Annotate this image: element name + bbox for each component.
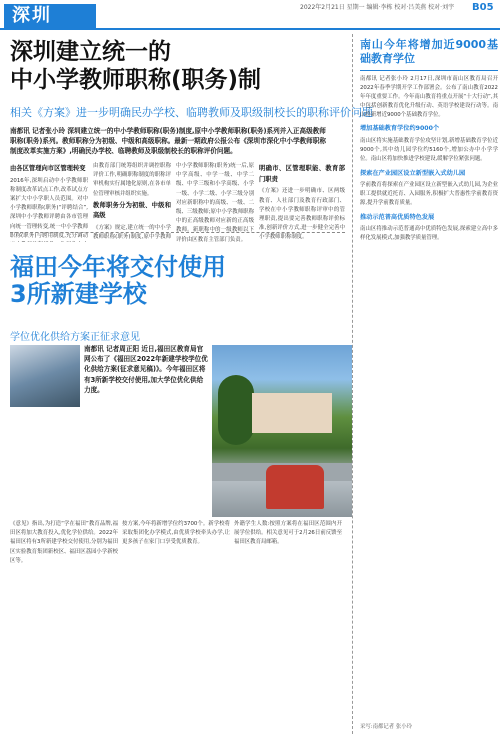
top-lead: 南都讯 记者张小玲 深圳建立统一的中小学教师职称(职务)制度,原中小学教师职称(职务)系列并入正高级教师职称(职务)系列。教师职称分为初级、中级和高级职称。最新一期政府公报公布《深圳市深化中小学教师职称制度改革实施方案》,明确民办学校、临聘教师及职级制校长的职称评价问题。 [10, 127, 326, 156]
reporter-photo [10, 345, 80, 407]
top-col1-text: 2016年,深圳启动中小学教师职称制度改革试点工作,改革试点方案扩大中小学职人员范围。对中小学教师职称(职务)“评聘结合”,深圳中小学教师评聘由各市管理向统一管理转变,统一中小学教师职称(职务)与聘用制度,充分调动 [10, 177, 88, 239]
right-lead: 南都讯 记者张小玲 2月17日,深圳市南山区教育局召开2022年春季学期开学工作部署会。公布了南山教育2022年年度重要工作。今年南山教育将重点开展“十大行动”,其中包括创新教育优化升级行动、英语学校建设行动等。南山将新增近9000个基础教育学位。 [360, 75, 498, 119]
right-title: 南山今年将增加近9000基础教育学位 [360, 38, 498, 65]
section-tag: 深圳 [4, 4, 96, 28]
top-subtitle: 相关《方案》进一步明确民办学校、临聘教师及职级制校长的职称评价问题 [10, 106, 373, 119]
right-footer: 采写:南都记者 张小玲 [360, 724, 413, 730]
top-col4 [259, 162, 345, 242]
right-sep [360, 70, 498, 71]
bottom-col3: 外籍学生人数:按照方案将在福田区范围内开展学位供给。相关意见可于2月26日前反馈至福田区教育局邮箱。 [234, 521, 342, 546]
top-title-line1: 深圳建立统一的 [10, 39, 171, 65]
top-col3 [176, 162, 254, 242]
right-p3: 南山区将推动示范普通高中优质特色发展,探索建立高中多样化发展模式,加强教学质量管理。 [360, 226, 498, 242]
bottom-col1: 《意见》指出,为打造“学在福田”教育品牌,福田区将加大教育投入,优化学位供给。2022年福田区将有3所新建学校交付使用,分别为福田区实验教育集团新校区、福田区荔园小学新校区等。 [10, 521, 118, 564]
header-meta: 2022年2月21日 星期一 编辑·李栋 校对·吕美燕 校对·刘宇 [300, 4, 455, 11]
bottom-col2: 按方案,今年将新增学位约3700个。新学校将采取集团化办学模式,由优质学校牵头办学,让更多孩子在家门口享受优质教育。 [122, 521, 230, 546]
right-p1: 南山区将实施基础教育学位攻坚计划,新增基础教育学位近9000个,其中幼儿园学位约5160个,增加公办中小学学位。南山区将加快推进学校建设,缓解学位紧张问题。 [360, 137, 498, 163]
top-col4-text: 《方案》还进一步明确市、区两级教育、人社部门及教育行政部门、学校在中小学教师职称评审中的管理职责,提出要完善教师职称评价标准,创新评价方式,进一步健全完善中小学教师职称制度。 [259, 188, 345, 241]
photo-students [266, 465, 324, 509]
campus-photo [212, 345, 352, 517]
top-col3-text: 中小学教师职称(职务)统一后,原中学高级、中学一级、中学二级、中学三级和小学高级、小学一级、小学二级、小学三级分别对应新职称中的高级、一级、二级、三级教师;原中小学教师职称中的正高级教师对应新的正高级教师。新职称中的一级教师以下评价由区教育主管部门负责。 [176, 163, 254, 242]
top-col1 [10, 162, 88, 242]
right-head1: 增加基础教育学位约9000个 [360, 125, 440, 133]
photo-tree [218, 375, 254, 445]
top-col2 [93, 162, 171, 242]
top-col2-head: 教师职务分为初级、中级和高级 [93, 201, 171, 220]
top-col1-head: 由各区管理向市区管理转变 [10, 165, 86, 172]
bottom-title-line1: 福田今年将交付使用 [10, 253, 226, 281]
page-number: B05 [472, 2, 494, 13]
photo-building [252, 393, 332, 433]
right-head2: 探索在产业园区设立新型嵌入式幼儿园 [360, 169, 466, 177]
bottom-subtitle: 学位优化供给方案正征求意见 [10, 332, 140, 343]
top-title-line2: 中小学教师职称(职务)制 [10, 67, 262, 93]
divider [10, 232, 345, 233]
top-col2-text: 由教育部门统筹组织并调控职称评价工作,明确职称制度的职称评审机构实行属地化原则,在各市单位管理审核并组织实施。 [93, 163, 171, 197]
right-p2: 学前教育将探索在产业园区设立新型嵌入式幼儿园,为企业职工提供就近托育、入园服务,积极扩大普惠性学前教育资源,提升学前教育质量。 [360, 182, 498, 207]
bottom-lead: 南都讯 记者周正阳 近日,福田区教育局官网公布了《福田区2022年新建学校学位优化供给方案(征求意见稿)》。今年福田区将有3所新学校交付使用,加大学位优化供给力度。 [84, 345, 208, 394]
column-divider [352, 34, 353, 734]
right-head3: 推动示范普高优质特色发展 [360, 213, 435, 221]
bottom-title [10, 254, 340, 308]
right-article [360, 38, 498, 718]
top-col4-head: 明确市、区管理职能、教育部门职责 [259, 165, 345, 183]
bottom-title-line2: 3所新建学校 [10, 279, 147, 308]
top-col2b-text: 《方案》规定,建立统一的中小学教师职称(职务)制度,原中学教师 [93, 225, 171, 241]
